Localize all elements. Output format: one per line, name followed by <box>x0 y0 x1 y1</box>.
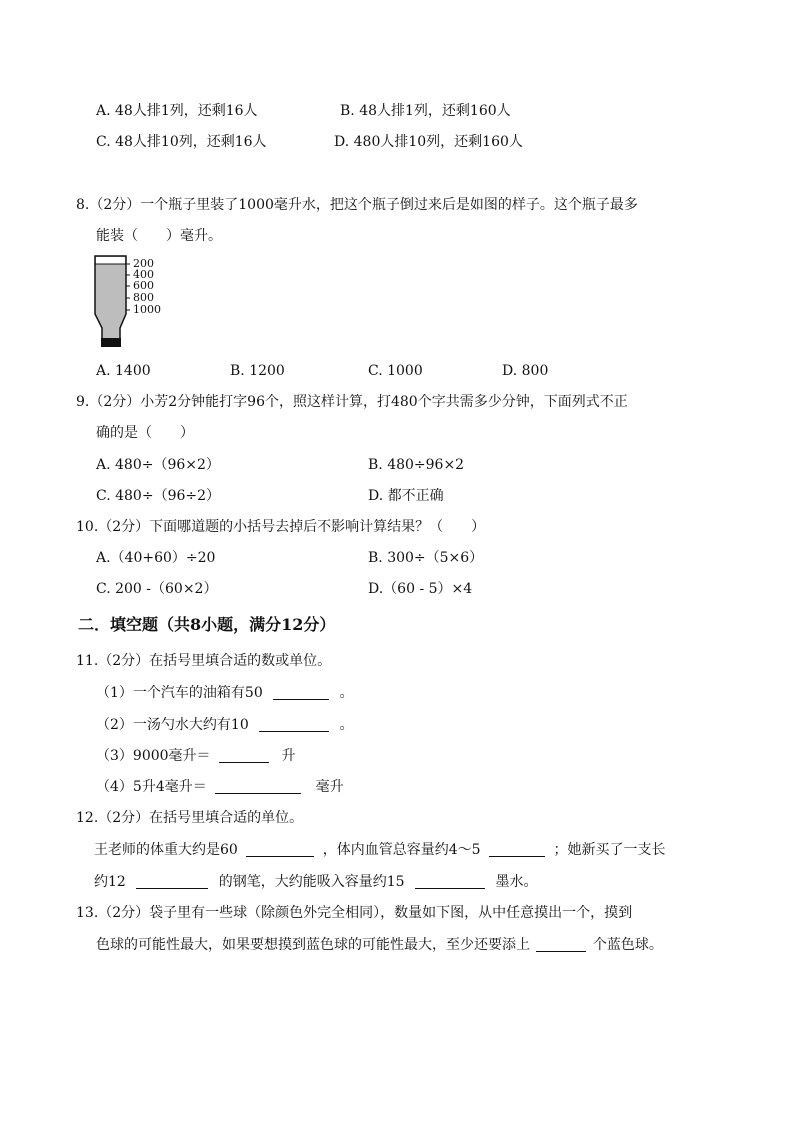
q9-stem-line2: 确的是（ ） <box>96 425 194 441</box>
q13-blank-1[interactable] <box>536 937 586 952</box>
q11-blank-1[interactable] <box>273 685 329 700</box>
q11-stem: 11.（2分）在括号里填合适的数或单位。 <box>76 653 332 669</box>
q9-option-c: C. 480÷（96÷2） <box>96 488 221 504</box>
q12-stem: 12.（2分）在括号里填合适的单位。 <box>76 810 304 826</box>
q11-sub4-text: （4）5升4毫升＝ <box>96 779 207 795</box>
q10-option-a: A.（40+60）÷20 <box>96 550 216 566</box>
q11-sub2 <box>96 716 354 734</box>
q12-text-c: ；她新买了一支长 <box>553 842 666 858</box>
q11-blank-4[interactable] <box>215 779 301 794</box>
q12-text-f: 墨水。 <box>495 874 538 890</box>
q9-stem-line1: 9.（2分）小芳2分钟能打字96个，照这样计算，打480个字共需多少分钟，下面列式不正 <box>76 394 628 410</box>
q11-sub1 <box>96 684 354 702</box>
q11-blank-2[interactable] <box>259 717 329 732</box>
q11-sub2-end: 。 <box>339 717 354 733</box>
q9-option-b: B. 480÷96×2 <box>368 457 465 473</box>
q10-stem: 10.（2分）下面哪道题的小括号去掉后不影响计算结果？（ ） <box>76 519 486 535</box>
q12-text-b: ，体内血管总容量约4～5 <box>322 842 481 858</box>
q7-option-b: B. 48人排1列，还剩160人 <box>340 103 511 119</box>
q9-option-d: D. 都不正确 <box>368 488 444 504</box>
q12-blank-3[interactable] <box>136 874 208 889</box>
q8-option-c: C. 1000 <box>368 363 423 379</box>
q13-text-b: 个蓝色球。 <box>592 937 663 953</box>
q11-sub1-end: 。 <box>339 685 354 701</box>
q9-option-a: A. 480÷（96×2） <box>96 457 220 473</box>
q7-option-c: C. 48人排10列，还剩16人 <box>96 134 267 150</box>
q10-option-c: C. 200 -（60×2） <box>96 581 218 597</box>
q8-option-d: D. 800 <box>502 363 549 379</box>
q7-option-a: A. 48人排1列，还剩16人 <box>96 103 258 119</box>
q8-option-a: A. 1400 <box>96 363 151 379</box>
q10-option-b: B. 300÷（5×6） <box>368 550 484 566</box>
q13-stem-line1: 13.（2分）袋子里有一些球（除颜色外完全相同），数量如下图，从中任意摸出一个，摸到 <box>76 905 633 921</box>
q11-blank-3[interactable] <box>219 748 269 763</box>
scale-label-800: 800 <box>133 291 154 304</box>
q13-text-a: 色球的可能性最大，如果要想摸到蓝色球的可能性最大，至少还要添上 <box>96 937 530 953</box>
q11-sub1-text: （1）一个汽车的油箱有50 <box>96 685 263 701</box>
q8-stem-line2: 能装（ ）毫升。 <box>96 228 222 244</box>
q11-sub3-text: （3）9000毫升＝ <box>96 748 211 764</box>
q8-stem-line1: 8.（2分）一个瓶子里装了1000毫升水，把这个瓶子倒过来后是如图的样子。这个瓶子最多 <box>76 197 638 213</box>
scale-label-1000: 1000 <box>133 303 161 316</box>
q12-line3 <box>94 873 537 891</box>
q11-sub2-text: （2）一汤勺水大约有10 <box>96 717 249 733</box>
q13-stem-line2 <box>96 936 663 954</box>
q12-text-e: 的钢笔，大约能吸入容量约15 <box>218 874 405 890</box>
q12-blank-2[interactable] <box>489 842 545 857</box>
q11-sub4-end: 毫升 <box>315 779 344 795</box>
scale-label-400: 400 <box>133 268 154 281</box>
section-title-fill-in: 二．填空题（共8小题，满分12分） <box>78 615 336 634</box>
q12-line2 <box>94 841 665 859</box>
q12-blank-1[interactable] <box>246 842 314 857</box>
bottle-figure <box>92 254 182 350</box>
scale-label-600: 600 <box>133 279 154 292</box>
q12-blank-4[interactable] <box>415 874 485 889</box>
q7-option-d: D. 480人排10列，还剩160人 <box>334 134 523 150</box>
q11-sub4 <box>96 778 344 796</box>
scale-label-200: 200 <box>133 257 154 270</box>
q12-text-d: 约12 <box>94 874 126 890</box>
q12-text-a: 王老师的体重大约是60 <box>94 842 238 858</box>
q11-sub3 <box>96 747 295 765</box>
q10-option-d: D.（60 - 5）×4 <box>368 581 473 597</box>
q11-sub3-end: 升 <box>281 748 296 764</box>
q8-option-b: B. 1200 <box>230 363 285 379</box>
